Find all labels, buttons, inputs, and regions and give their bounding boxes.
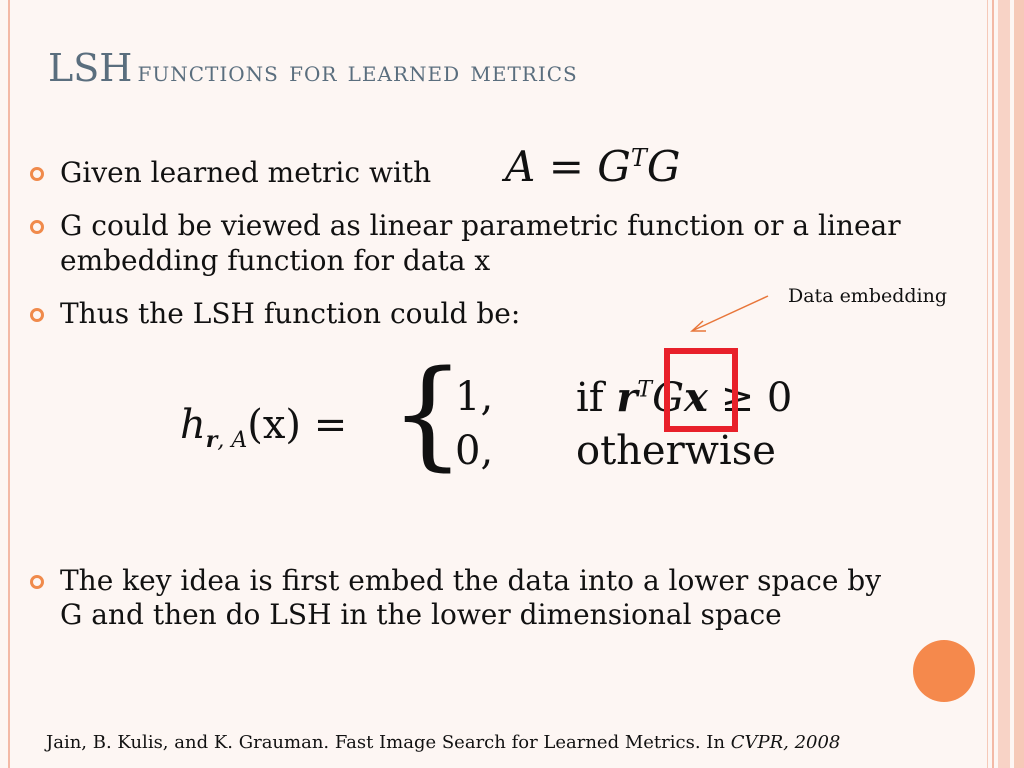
- formula-h-sub-a: , A: [217, 428, 248, 453]
- formula-a-lhs: A: [505, 142, 536, 191]
- bullet-text-line2: G and then do LSH in the lower dimensional space: [60, 598, 782, 631]
- decorative-circle: [913, 640, 975, 702]
- bullet-text-line2: embedding function for data x: [60, 244, 491, 277]
- bullet-text: Given learned metric with: [60, 156, 432, 189]
- formula-case1-if: if: [576, 375, 604, 421]
- formula-h-sub-r: r: [205, 427, 218, 453]
- formula-left-brace: {: [390, 344, 466, 482]
- formula-case2-condition: otherwise: [576, 428, 776, 474]
- formula-case1-rel: ≥ 0: [720, 375, 793, 421]
- formula-case1-value: 1,: [455, 374, 494, 420]
- highlight-box-gx: [664, 348, 738, 432]
- bullet-text-line1: G could be viewed as linear parametric function or a linear: [60, 209, 901, 242]
- formula-hash-lhs: [180, 402, 347, 453]
- formula-a-g: G: [597, 142, 631, 191]
- formula-case1-r: r: [616, 374, 638, 421]
- formula-case1-g: G: [652, 375, 685, 421]
- citation-text: Jain, B. Kulis, and K. Grauman. Fast Image Search for Learned Metrics. In: [46, 732, 731, 753]
- formula-a-eq: =: [548, 142, 584, 191]
- citation-venue: CVPR, 2008: [730, 732, 841, 753]
- bullet-text: Thus the LSH function could be:: [60, 297, 521, 330]
- annotation-data-embedding: Data embedding: [788, 285, 948, 307]
- formula-case2-value: 0,: [455, 428, 494, 474]
- citation: [46, 732, 840, 753]
- formula-case1-sup: T: [637, 377, 653, 403]
- bullet-marker: [30, 575, 44, 589]
- title-lsh: LSH: [48, 46, 133, 90]
- formula-h-arg: (x) =: [247, 402, 348, 448]
- formula-a-sup: T: [630, 144, 647, 172]
- title-rest: functions for learned metrics: [137, 54, 578, 88]
- formula-case1-x: x: [684, 374, 708, 421]
- formula-h-symbol: h: [180, 402, 206, 448]
- formula-a-g2: G: [646, 142, 681, 191]
- bullet-text-line1: The key idea is first embed the data into a lower space by: [60, 564, 882, 597]
